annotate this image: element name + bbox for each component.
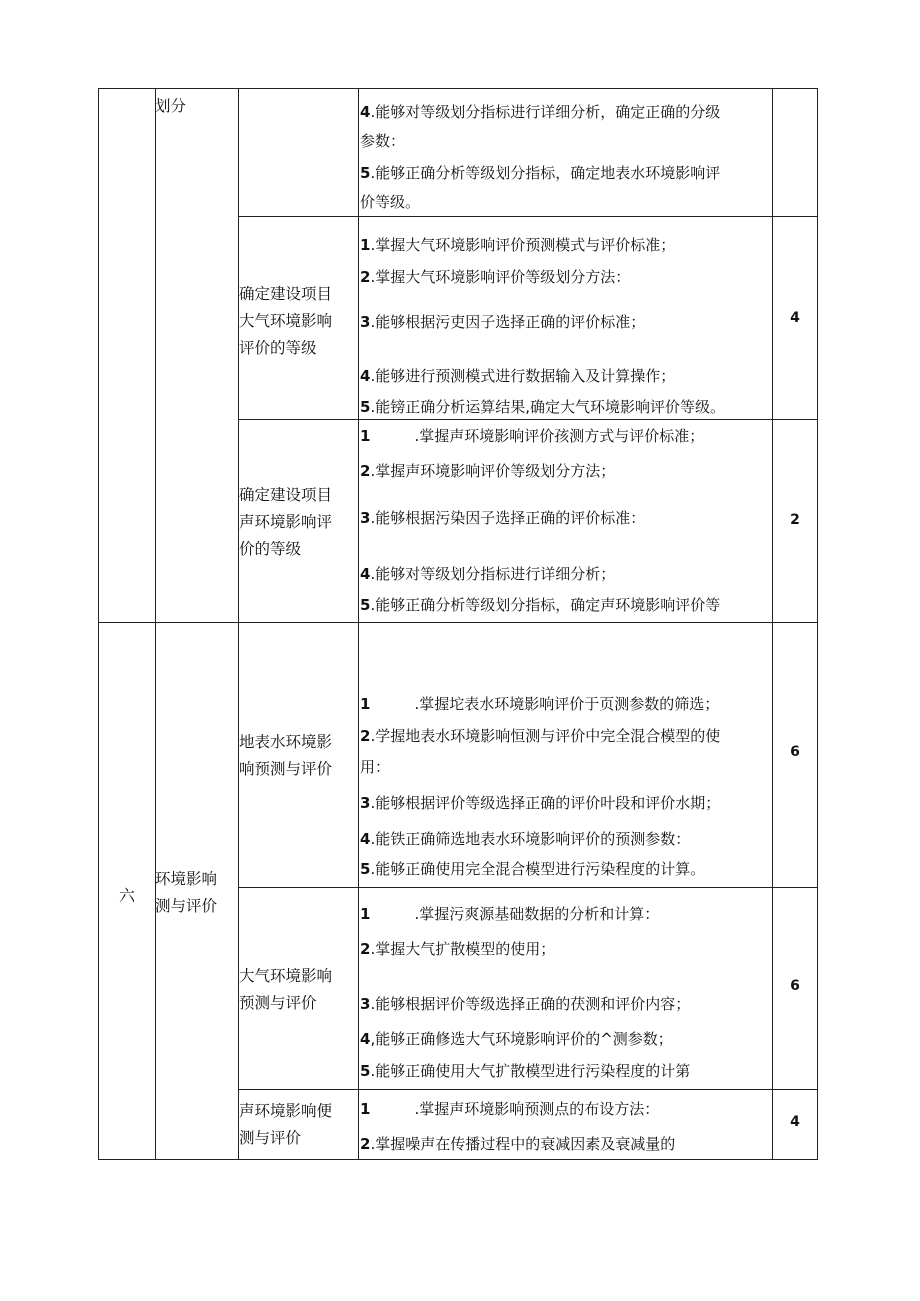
row-divider — [238, 419, 818, 420]
module-label: 划分 — [155, 97, 187, 115]
objective-item: 2.掌握噪声在传播过程中的衰减因素及衰减量的 — [360, 1135, 676, 1153]
objective-item: 价等级。 — [360, 193, 421, 211]
objective-item: 1 .掌握坨表水环境影响评价于页测参数的筛选； — [360, 695, 720, 713]
objective-item: 1 .掌握声环境影响预测点的布设方法： — [360, 1100, 660, 1118]
objective-item: 4.能够进行预测模式进行数据输入及计算操作； — [360, 367, 676, 385]
objective-item: 4.能铁正确筛选地表水环境影响评价的预测参数： — [360, 830, 691, 848]
row-divider — [238, 216, 818, 217]
objective-item: 参数： — [360, 132, 406, 150]
objective-item: 1 .掌握污爽源基础数据的分析和计算： — [360, 905, 660, 923]
objective-item: 5.能够正确分析等级划分指标，确定地表水环境影响评 — [360, 164, 721, 182]
column-divider — [358, 88, 359, 1160]
objective-item: 5.能够正确分析等级划分指标，确定声环境影响评价等 — [360, 596, 721, 614]
hours-value: 4 — [790, 1114, 800, 1130]
objective-item: 用： — [360, 758, 391, 776]
hours-value: 6 — [790, 744, 800, 760]
objective-item: 3.能够根据污染因子选择正确的评价标准： — [360, 509, 646, 527]
row-divider — [238, 1089, 818, 1090]
table-border-top — [98, 88, 818, 89]
hours-value: 6 — [790, 978, 800, 994]
objective-item: 2.学握地表水环境影响恒测与评价中完全混合模型的使 — [360, 727, 721, 745]
objective-item: 5.能够正确使用大气扩散模型进行污染程度的计第 — [360, 1062, 691, 1080]
topic-label: 大气环境影响 预测与评价 — [239, 967, 333, 1012]
objective-item: 1 .掌握声环境影响评价孩测方式与评价标准； — [360, 427, 705, 445]
objective-item: 3.能够根据评价等级选择正确的茯测和评价内容； — [360, 995, 691, 1013]
table-border-left — [98, 88, 99, 1160]
objective-item: 3.能够根据评价等级选择正确的评价叶段和评价水期； — [360, 794, 721, 812]
table-border-right — [817, 88, 818, 1160]
table-border-bottom — [98, 1159, 818, 1160]
objective-item: 2.掌握大气扩散模型的使用； — [360, 940, 556, 958]
objective-item: 4.能够对等级划分指标进行详细分析； — [360, 565, 616, 583]
objective-item: 5.能够正确使用完全混合模型进行污染程度的计算。 — [360, 860, 706, 878]
column-divider — [772, 88, 773, 1160]
objective-item: 5.能镑正确分析运算结果,确定大气环境影响评价等级。 — [360, 398, 725, 416]
objective-item: 4,能够正确修选大气环境影响评价的^测参数； — [360, 1030, 673, 1048]
hours-value: 2 — [790, 512, 800, 528]
topic-label: 地表水环境影 响预测与评价 — [239, 733, 333, 778]
module-label: 环境影响 测与评价 — [155, 870, 218, 915]
topic-label: 确定建设项目 声环境影响评 价的等级 — [239, 486, 333, 558]
row-divider — [98, 622, 818, 623]
objective-item: 2.掌握声环境影响评价等级划分方法； — [360, 462, 616, 480]
topic-label: 确定建设项目 大气环境影响 评价的等级 — [239, 285, 333, 357]
curriculum-table — [98, 88, 818, 1160]
objective-item: 2.掌握大气环境影响评价等级划分方法： — [360, 268, 631, 286]
objective-item: 4.能够对等级划分指标进行详细分析，确定正确的分级 — [360, 103, 721, 121]
sequence-number: 六 — [118, 886, 135, 905]
column-divider — [155, 88, 156, 1160]
objective-item: 1.掌握大气环境影响评价预测模式与评价标准； — [360, 236, 676, 254]
objective-item: 3.能够根据污吏因子选择正确的评价标准； — [360, 313, 646, 331]
hours-value: 4 — [790, 310, 800, 326]
row-divider — [238, 887, 818, 888]
topic-label: 声环境影响便 测与评价 — [239, 1102, 333, 1147]
